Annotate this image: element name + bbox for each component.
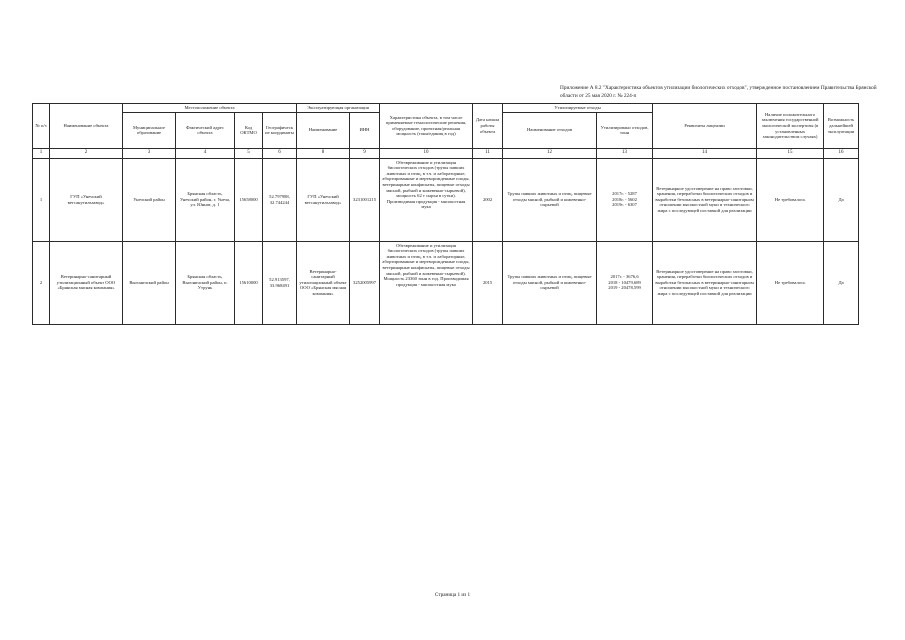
header-inn: ИНН xyxy=(350,112,380,148)
cell-expertise: Не требовалось xyxy=(757,158,824,241)
column-number: 12 xyxy=(503,148,597,158)
table-row xyxy=(33,241,859,324)
column-number: 15 xyxy=(757,148,824,158)
cell-address: Брянская область, Выгоничский район, п. Утрунь xyxy=(176,241,235,324)
column-number-row xyxy=(33,148,859,158)
column-number: 14 xyxy=(653,148,757,158)
table-row xyxy=(33,158,859,241)
header-address: Фактический адрес объекта xyxy=(176,112,235,148)
column-number: 10 xyxy=(380,148,473,158)
appendix-caption: Приложение А 8.2 "Характеристика объектов утилизации биологических отходов", утвержденное постановлением Правительства Брянской области от 25 мая 2020 г. № 224-п xyxy=(560,85,877,99)
header-start-date: Дата начала работы объекта xyxy=(473,104,503,149)
column-number: 8 xyxy=(297,148,350,158)
cell-expertise: Не требовалось xyxy=(757,241,824,324)
cell-license: Ветеринарное удостоверение на право заготовки, хранения, переработки биологических отходов и выработки безопасных в ветеринарно-санитарном отношении мясокостной муки и технического жира с последующей поставкой для реализации xyxy=(653,241,757,324)
cell-waste-tons: 2017г. - 3676,6 2018 - 10479,689 2019 - 20478,599 xyxy=(597,241,653,324)
header-oktmo: Код ОКТМО xyxy=(235,112,263,148)
cell-inn: 3252005997 xyxy=(350,241,380,324)
cell-coords: 52.797988, 32.744244 xyxy=(263,158,297,241)
header-waste-name: Наименование отходов xyxy=(503,112,597,148)
cell-characteristic: Обезвреживание и утилизация биологических отходов (трупы павших животных и птиц, в т.ч. и лабораторные, абортированные и мертворожденные плоды, ветеринарные конфискаты, пищевые отходы мясной, рыбной и кожевенно-сырьевой), мощность 62 т сырья в сутки). Производимая продукция - мясокостная мука xyxy=(380,158,473,241)
cell-start-date: 2002 xyxy=(473,158,503,241)
column-number: 11 xyxy=(473,148,503,158)
column-number: 4 xyxy=(176,148,235,158)
cell-num: 2 xyxy=(33,241,50,324)
header-waste-tons: Утилизировано отходов, тонн xyxy=(597,112,653,148)
column-number: 1 xyxy=(33,148,50,158)
header-coords: Географические координаты xyxy=(263,112,297,148)
cell-municipal: Выгоничский район xyxy=(123,241,176,324)
cell-num: 1 xyxy=(33,158,50,241)
page-footer: Страница 1 из 1 xyxy=(434,592,471,598)
cell-waste-tons: 2017г. - 5287 2018г. - 5602 2019г. - 6307 xyxy=(597,158,653,241)
cell-address: Брянская область, Унечский район, г. Унеча, ул. Юннат, д. 1 xyxy=(176,158,235,241)
cell-oktmo: 15610000 xyxy=(235,241,263,324)
facilities-table xyxy=(32,103,859,325)
cell-start-date: 2015 xyxy=(473,241,503,324)
column-number: 9 xyxy=(350,148,380,158)
cell-characteristic: Обезвреживание и утилизация биологических отходов (трупы павших животных и птиц, в т.ч. и лабораторные, абортированные и мертворожденные плоды, ветеринарные конфискаты, пищевые отходы мясной, рыбной и кожевенно-сырьевой). Мощность 23360 тонн в год. Производимая продукция - мясокостная мука xyxy=(380,241,473,324)
header-location-group: Местоположение объекта xyxy=(123,104,297,113)
column-number: 3 xyxy=(123,148,176,158)
header-expansion: Возможность дальнейшей эксплуатации xyxy=(824,104,859,149)
column-number: 6 xyxy=(263,148,297,158)
cell-waste-name: Трупы павших животных и птиц, пищевые отходы мясной, рыбной и кожевенно-сырьевой xyxy=(503,241,597,324)
cell-municipal: Унечский район xyxy=(123,158,176,241)
header-name: Наименование объекта xyxy=(50,104,123,149)
header-operator-group: Эксплуатирующая организация xyxy=(297,104,380,113)
header-num: № п/з xyxy=(33,104,50,149)
column-number: 13 xyxy=(597,148,653,158)
header-license: Реквизиты лицензии xyxy=(653,104,757,149)
header-operator-name: Наименование xyxy=(297,112,350,148)
column-number: 16 xyxy=(824,148,859,158)
header-municipal: Муниципальное образование xyxy=(123,112,176,148)
header-row-groups xyxy=(33,104,859,113)
cell-expansion: Да xyxy=(824,241,859,324)
header-disposed-group: Утилизируемые отходы xyxy=(503,104,653,113)
cell-operator-name: Ветеринарно-санитарный утилизационный объект ООО «Брянская мясная компания» xyxy=(297,241,350,324)
header-characteristic: Характеристика объекта, в том числе применяемые технологические решения, оборудование, проектная/реальная мощность (тонн/единиц в год) xyxy=(380,104,473,149)
cell-name: ГУП «Унечский ветсанутильзавод» xyxy=(50,158,123,241)
cell-inn: 3231001215 xyxy=(350,158,380,241)
cell-coords: 52.913597, 33.968491 xyxy=(263,241,297,324)
cell-license: Ветеринарное удостоверение на право заготовки, хранения, переработки биологических отходов и выработки безопасных в ветеринарно-санитарном отношении мясокостной муки и технического жира с последующей поставкой для реализации xyxy=(653,158,757,241)
cell-oktmo: 15658000 xyxy=(235,158,263,241)
header-expertise: Наличие положительного заключения государственной экологической экспертизы (в установленных законодательством случаях) xyxy=(757,104,824,149)
cell-operator-name: ГУП «Унечский ветсанутильзавод» xyxy=(297,158,350,241)
cell-name: Ветеринарно-санитарный утилизационный объект ООО «Брянская мясная компания» xyxy=(50,241,123,324)
cell-waste-name: Трупы павших животных и птиц, пищевые отходы мясной, рыбной и кожевенно-сырьевой xyxy=(503,158,597,241)
cell-expansion: Да xyxy=(824,158,859,241)
column-number: 5 xyxy=(235,148,263,158)
column-number: 2 xyxy=(50,148,123,158)
